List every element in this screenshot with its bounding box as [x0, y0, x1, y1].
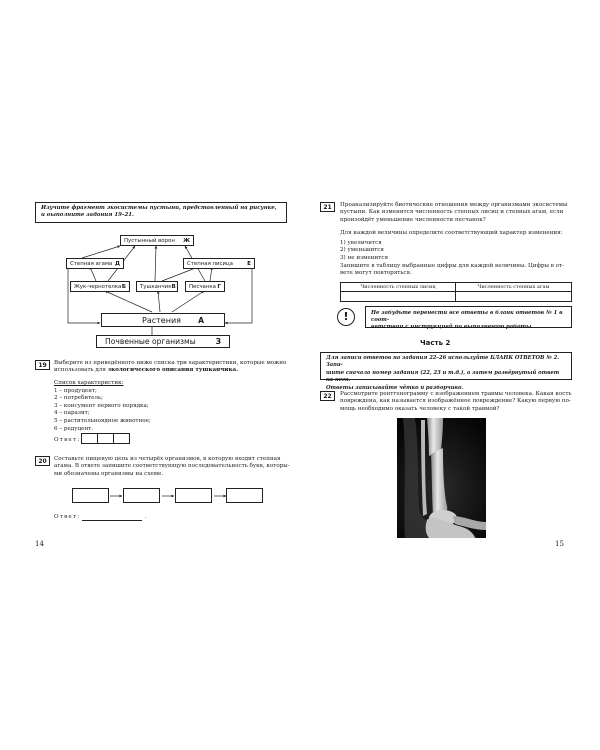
- warning-icon-mark: !: [343, 310, 349, 323]
- node-sandpiper-letter: Г: [217, 283, 221, 290]
- q20-line-2: агама. В ответе запишите соответствующую последовательность букв, которы-: [54, 463, 290, 470]
- q19-item-4: 4 – паразит;: [54, 410, 90, 417]
- warning-line-2: ветствии с инструкцией по выполнению работы.: [371, 324, 534, 331]
- q21-option-3: 3) не изменится: [340, 254, 388, 261]
- node-beetle-letter: Б: [121, 283, 126, 290]
- node-plants: [101, 313, 225, 327]
- intro-text: Изучите фрагмент экосистемы пустыни, представленный на рисунке, и выполните задания 19–21.: [41, 205, 277, 219]
- q20-answer-end: .: [145, 514, 147, 520]
- question-21-number: 21: [320, 202, 335, 212]
- node-agama-label: Степная агама: [70, 260, 113, 267]
- node-fox: [183, 258, 255, 269]
- q20-chain-box-4[interactable]: [226, 488, 263, 503]
- q19-item-5: 5 – растительноядное животное;: [54, 417, 151, 424]
- intro-box: [35, 202, 287, 223]
- q19-item-6: 6 – редуцент.: [54, 425, 94, 432]
- q19-item-1: 1 – продуцент;: [54, 387, 97, 394]
- q19-line-1: Выберите из приведённого ниже списка три характеристики, которые можно: [54, 360, 287, 366]
- q21-option-2: 2) уменьшится: [340, 247, 384, 254]
- q19-answer-cell-1[interactable]: [81, 433, 98, 444]
- q21-instruction: Для каждой величины определите соответствующий характер изменения:: [340, 230, 563, 236]
- q19-list-title: Список характеристик:: [54, 380, 124, 386]
- q19-line-2b: экологического описания тушканчика.: [107, 367, 239, 374]
- q19-line-2: [54, 367, 290, 374]
- q21-options: [340, 240, 572, 262]
- part-2-line-3: Ответы записывайте чётко и разборчиво.: [326, 384, 464, 391]
- node-soil-label: Почвенные организмы: [105, 337, 196, 346]
- q19-item-3: 3 – консумент первого порядка;: [54, 402, 149, 409]
- question-19-text: [54, 360, 290, 375]
- node-agama: [66, 258, 124, 269]
- node-agama-letter: Д: [115, 260, 120, 267]
- question-22-text: [340, 391, 572, 413]
- part-2-line-2: шите сначала номер задания (22, 23 и т.д.), а затем развёрнутый ответ на него.: [326, 369, 560, 384]
- q19-answer-cell-3[interactable]: [113, 433, 130, 444]
- warning-line-1: Не забудьте перенести все ответы в бланк ответов № 1 в соот-: [371, 310, 563, 324]
- node-fox-letter: Е: [247, 260, 251, 267]
- node-beetle: [70, 281, 130, 292]
- node-soil: [96, 335, 230, 348]
- q21-note: [340, 263, 572, 278]
- q19-answer-label: Ответ:: [54, 437, 81, 443]
- node-raven-letter: Ж: [183, 237, 190, 244]
- question-20-number: 20: [35, 456, 50, 466]
- q21-option-1: 1) увеличится: [340, 240, 382, 246]
- part-2-line-1: Для записи ответов на задания 22–26 используйте БЛАНК ОТВЕТОВ № 2. Запи-: [326, 355, 560, 369]
- q21-line-3: произойдёт уменьшение численности песчанок?: [340, 216, 486, 223]
- question-20-text: [54, 456, 290, 478]
- node-plants-letter: А: [198, 315, 204, 325]
- page-number-left: 14: [35, 540, 44, 548]
- page-number-right: 15: [555, 540, 564, 548]
- node-raven: [120, 235, 194, 246]
- q21-answer-agamas[interactable]: [456, 292, 572, 302]
- node-raven-label: Пустынный ворон: [124, 237, 175, 244]
- warning-box: [365, 306, 572, 331]
- q21-answer-table: [340, 282, 572, 302]
- q20-answer-line[interactable]: [82, 520, 142, 521]
- q21-col-agamas: Численность степных агам: [456, 282, 572, 292]
- q21-line-1: Проанализируйте биотические отношения между организмами экосистемы: [340, 202, 568, 208]
- q19-item-2: 2 – потребитель;: [54, 395, 103, 402]
- part-2-instructions: [320, 352, 572, 391]
- q19-answer-cell-2[interactable]: [97, 433, 114, 444]
- q19-line-2a: использовать для: [54, 367, 106, 374]
- node-jerboa-label: Тушканчик: [140, 283, 172, 290]
- q21-line-2: пустыни. Как изменится численность степных лисиц и степных агам, если: [340, 209, 564, 216]
- node-beetle-label: Жук-чернотелка: [74, 283, 122, 290]
- node-sandpiper: [185, 281, 225, 292]
- question-22-number: 22: [320, 391, 335, 401]
- warning-icon: [337, 308, 355, 326]
- q22-line-2: повреждена, как называется изображённое повреждение? Какую первую по-: [340, 398, 571, 405]
- node-jerboa-letter: В: [171, 283, 176, 290]
- part-2-heading: Часть 2: [420, 339, 451, 347]
- xray-image: [397, 418, 486, 538]
- node-jerboa: [136, 281, 178, 292]
- node-plants-label: Растения: [142, 315, 181, 325]
- q20-chain-box-2[interactable]: [123, 488, 160, 503]
- q20-line-3: ми обозначены организмы на схеме.: [54, 470, 164, 477]
- q22-line-3: мощь необходимо оказать человеку с такой травмой?: [340, 405, 500, 412]
- q20-line-1: Составьте пищевую цепь из четырёх организмов, в которую входит степная: [54, 456, 281, 462]
- question-19-number: 19: [35, 360, 50, 370]
- node-soil-letter: З: [215, 337, 221, 346]
- q20-chain-box-3[interactable]: [175, 488, 212, 503]
- q20-chain-box-1[interactable]: [72, 488, 109, 503]
- q20-answer-label: Ответ:: [54, 514, 81, 520]
- node-sandpiper-label: Песчанка: [189, 283, 216, 290]
- question-21-text: [340, 202, 572, 224]
- q21-note-2: вете могут повторяться.: [340, 270, 412, 277]
- node-fox-label: Степная лисица: [187, 260, 233, 267]
- q21-answer-foxes[interactable]: [340, 292, 456, 302]
- question-19-list: [54, 380, 284, 433]
- q21-note-1: Запишите в таблицу выбранные цифры для каждой величины. Цифры в от-: [340, 263, 565, 269]
- q22-line-1: Рассмотрите рентгенограмму с изображением травмы человека. Какая кость: [340, 391, 572, 397]
- q21-col-foxes: Численность степных лисиц: [340, 282, 456, 292]
